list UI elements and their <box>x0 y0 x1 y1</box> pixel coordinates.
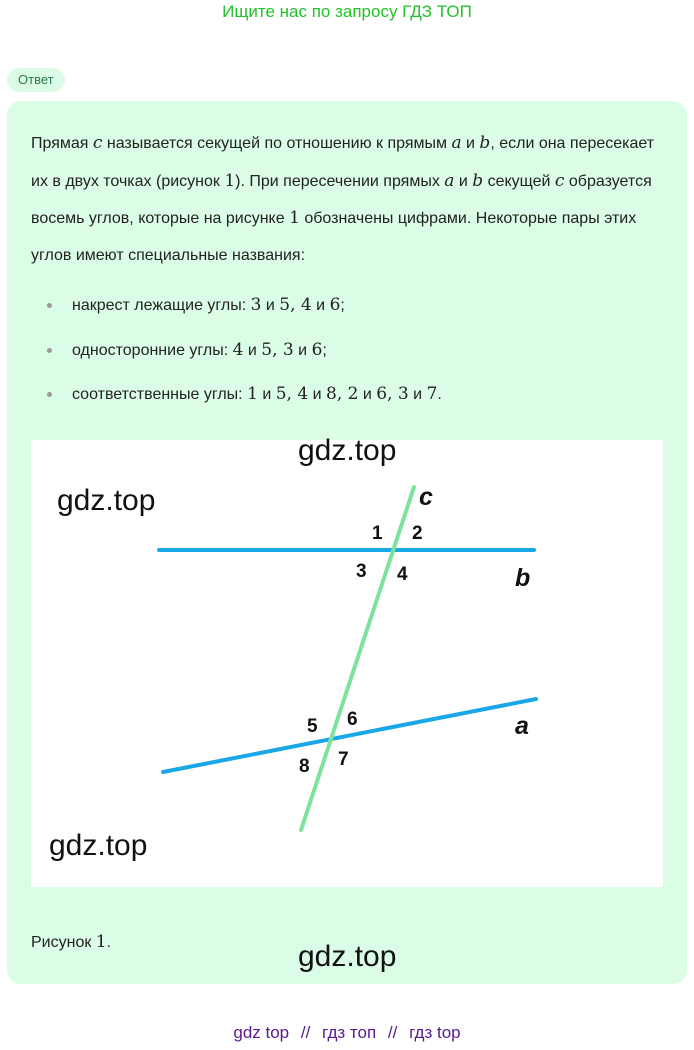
math-variable: c <box>92 133 103 153</box>
bullet-dot-icon <box>47 392 52 397</box>
footer-link-gdz-top[interactable]: gdz top <box>233 1023 290 1042</box>
math-number: 5, 4 <box>275 384 309 404</box>
math-number: 5, 3 <box>261 339 294 360</box>
footer-link-gdz-top-mixed[interactable]: гдз top <box>409 1023 461 1042</box>
text-run: Прямая <box>31 135 93 152</box>
watermark-bottom-left: gdz.top <box>49 829 148 862</box>
math-number: 1 <box>247 384 258 404</box>
text-run: и <box>408 386 427 403</box>
list-item-alternate-angles <box>31 287 661 332</box>
angle-label-5: 5 <box>307 716 318 737</box>
angle-label-8: 8 <box>299 756 310 777</box>
line-label-a: a <box>515 712 529 740</box>
text-run: секущей <box>483 172 555 190</box>
math-number: 6 <box>329 295 341 315</box>
watermark-card-bottom: gdz.top <box>298 940 397 973</box>
text-run: ). При пересечении прямых <box>235 172 445 190</box>
list-item-text <box>72 297 345 314</box>
math-number: 1 <box>95 932 107 952</box>
text-run: и <box>308 386 326 403</box>
angle-pairs-list <box>31 287 661 421</box>
angle-label-6: 6 <box>347 709 358 730</box>
math-number: 6, 3 <box>376 384 409 404</box>
math-number: 4 <box>232 339 244 360</box>
text-run: и <box>261 297 280 314</box>
text-run: обозначены цифрами. Некоторые пары этих углов имеют специальные названия: <box>31 210 637 264</box>
math-number: 3 <box>250 295 262 315</box>
angle-label-1: 1 <box>372 523 383 544</box>
text-run: накрест лежащие углы: <box>72 297 251 314</box>
math-variable: c <box>554 170 565 191</box>
text-run: Рисунок <box>31 934 96 951</box>
footer-link-gdz-top-ru[interactable]: гдз топ <box>322 1023 377 1042</box>
text-run: ; <box>322 341 327 359</box>
text-run: и <box>461 135 480 152</box>
text-run: и <box>358 386 377 403</box>
math-variable: b <box>472 170 484 191</box>
bullet-dot-icon <box>47 348 52 353</box>
angle-label-2: 2 <box>412 523 423 544</box>
text-run: ; <box>340 297 345 314</box>
list-item-same-side-angles <box>31 332 661 377</box>
text-run: . <box>437 386 442 403</box>
watermark-left: gdz.top <box>57 484 156 517</box>
list-item-corresponding-angles <box>31 376 661 421</box>
text-run: называется секущей по отношению к прямым <box>102 135 452 152</box>
footer-separator: // <box>300 1023 311 1042</box>
text-run: и <box>243 341 262 359</box>
math-number: 6 <box>311 339 323 360</box>
text-run: и <box>454 172 473 190</box>
theory-paragraph <box>31 125 661 274</box>
answer-badge: Ответ <box>7 68 65 92</box>
text-run: . <box>106 934 112 951</box>
math-number: 7 <box>426 384 438 404</box>
line-c <box>301 487 414 830</box>
line-label-b: b <box>515 564 531 592</box>
top-banner: Ищите нас по запросу ГДЗ ТОП <box>222 2 472 21</box>
footer-separator: // <box>387 1023 398 1042</box>
math-number: 1 <box>224 170 236 191</box>
list-item-text <box>72 386 442 403</box>
watermark-top: gdz.top <box>298 434 397 467</box>
text-run: и <box>311 297 330 314</box>
line-label-c: c <box>419 483 433 511</box>
text-run: , если она пересекает их в двух точках (рисунок <box>31 135 655 190</box>
text-run: и <box>257 386 276 403</box>
math-variable: a <box>444 170 455 191</box>
text-run: односторонние углы: <box>72 341 233 359</box>
math-number: 1 <box>289 208 300 228</box>
text-run: образуется восемь углов, которые на рисунке <box>31 172 652 227</box>
math-number: 8, 2 <box>326 384 359 404</box>
math-variable: a <box>451 133 462 153</box>
math-number: 5, 4 <box>279 295 312 315</box>
angle-label-4: 4 <box>397 564 408 585</box>
text-run: и <box>293 341 312 359</box>
math-variable: b <box>479 133 491 153</box>
angle-label-7: 7 <box>338 749 349 770</box>
list-item-text <box>72 339 327 360</box>
text-run: соответственные углы: <box>72 386 248 403</box>
bullet-dot-icon <box>47 303 52 308</box>
footer-links <box>0 1023 694 1043</box>
angle-label-3: 3 <box>356 561 367 582</box>
figure-caption <box>31 927 111 958</box>
figure-transversal <box>31 434 663 887</box>
